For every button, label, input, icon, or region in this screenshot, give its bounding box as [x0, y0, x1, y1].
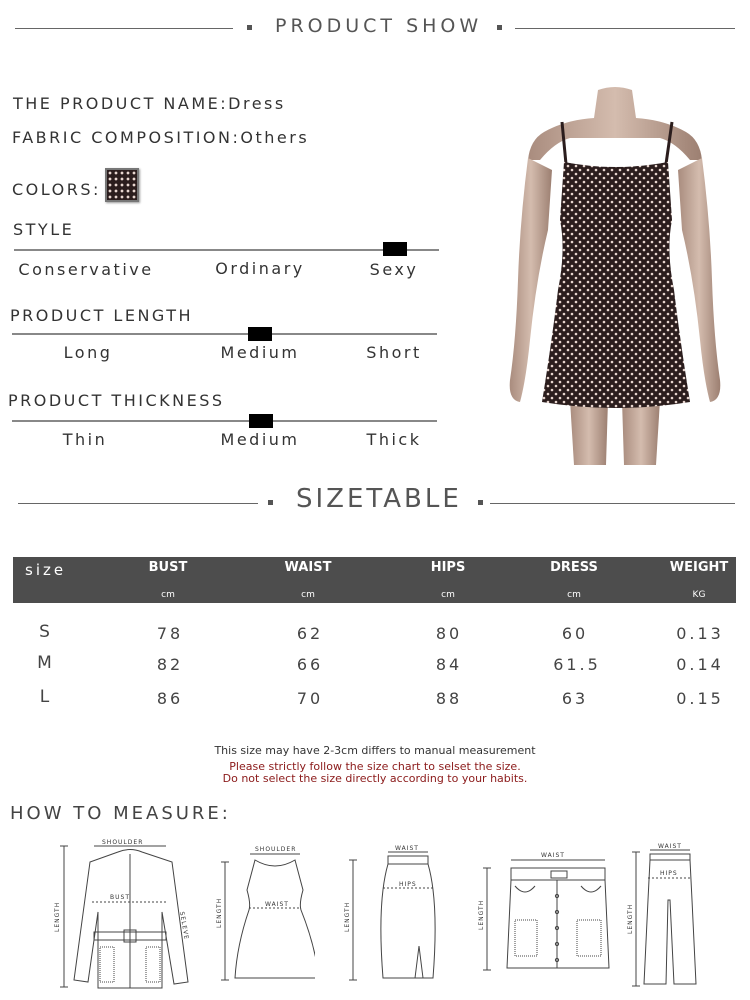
size-table-header [13, 557, 736, 603]
color-swatch-polka-dot[interactable] [105, 168, 139, 202]
length-scale-line [12, 333, 437, 335]
style-marker [383, 242, 407, 256]
row-size: S [39, 622, 53, 642]
divider-left [18, 503, 258, 504]
bust-label: BUST [110, 894, 130, 901]
waist-label: WAIST [541, 852, 565, 859]
thickness-title: PRODUCT THICKNESS [8, 391, 225, 410]
size-header: size [25, 561, 67, 579]
column-header-bust: BUST [148, 560, 188, 575]
divider-left [15, 28, 233, 29]
cell-weight: 0.15 [676, 689, 724, 708]
shoulder-label: SHOULDER [255, 846, 297, 853]
cell-bust: 86 [156, 689, 184, 708]
row-size: M [37, 653, 55, 673]
row-size: L [39, 687, 53, 707]
cell-dress: 61.5 [553, 655, 601, 674]
thickness-option-thick: Thick [366, 430, 422, 449]
cell-hips: 88 [435, 689, 463, 708]
waist-label: WAIST [395, 845, 419, 852]
thickness-scale-line [12, 420, 437, 422]
unit-bust: cm [161, 590, 175, 600]
size-warning-line1: Please strictly follow the size chart to selset the size. [229, 760, 521, 773]
cell-waist: 70 [296, 689, 324, 708]
unit-dress: cm [567, 590, 581, 600]
divider-right [490, 503, 735, 504]
column-header-waist: WAIST [284, 560, 332, 575]
sleeve-label: SELEVE [178, 911, 190, 941]
divider-dot [247, 25, 252, 30]
cell-bust: 78 [156, 624, 184, 643]
divider-dot [268, 500, 273, 505]
column-header-hips: HIPS [430, 560, 466, 575]
length-option-medium: Medium [220, 343, 300, 362]
style-title: STYLE [13, 220, 75, 239]
pants-measure-diagram [622, 840, 712, 990]
hips-label: HIPS [660, 870, 678, 877]
cell-waist: 66 [296, 655, 324, 674]
thickness-marker [249, 414, 273, 428]
dress-measure-diagram [215, 840, 315, 985]
waist-label: WAIST [658, 843, 682, 850]
colors-label: COLORS: [12, 180, 101, 199]
cell-weight: 0.14 [676, 655, 724, 674]
fabric-composition [12, 128, 309, 147]
jacket-measure-diagram [48, 832, 198, 992]
length-label: LENGTH [54, 901, 61, 932]
length-label: LENGTH [627, 903, 634, 934]
thickness-option-medium: Medium [220, 430, 300, 449]
sizetable-title: SIZETABLE [296, 484, 462, 514]
column-header-dress: DRESS [550, 560, 598, 575]
fabric-value: Others [240, 128, 310, 147]
thickness-option-thin: Thin [62, 430, 108, 449]
hips-label: HIPS [399, 881, 417, 888]
waist-label: WAIST [265, 901, 289, 908]
cell-dress: 63 [561, 689, 589, 708]
length-label: LENGTH [478, 899, 485, 930]
fabric-label: FABRIC COMPOSITION: [12, 128, 241, 147]
length-option-long: Long [63, 343, 113, 362]
cell-dress: 60 [561, 624, 589, 643]
column-header-weight: WEIGHT [669, 560, 729, 575]
product-show-title: PRODUCT SHOW [275, 15, 483, 37]
product-name-label: THE PRODUCT NAME: [13, 94, 229, 113]
unit-hips: cm [441, 590, 455, 600]
size-warning-line2: Do not select the size directly according to your habits. [222, 772, 528, 785]
cell-hips: 84 [435, 655, 463, 674]
measurement-note: This size may have 2-3cm differs to manual measurement [214, 744, 536, 757]
shoulder-label: SHOULDER [102, 839, 144, 846]
cell-bust: 82 [156, 655, 184, 674]
length-title: PRODUCT LENGTH [10, 306, 194, 325]
how-to-measure-title: HOW TO MEASURE: [10, 803, 231, 824]
length-label: LENGTH [344, 901, 351, 932]
product-name [13, 94, 286, 113]
product-image [490, 80, 740, 465]
divider-right [515, 28, 735, 29]
mini-skirt-measure-diagram [475, 846, 615, 976]
product-name-value: Dress [228, 94, 286, 113]
style-option-ordinary: Ordinary [215, 259, 305, 278]
style-option-sexy: Sexy [369, 260, 419, 279]
unit-weight: KG [692, 590, 706, 600]
unit-waist: cm [301, 590, 315, 600]
style-scale-line [14, 249, 439, 251]
length-label: LENGTH [216, 897, 223, 928]
cell-weight: 0.13 [676, 624, 724, 643]
divider-dot [497, 25, 502, 30]
length-option-short: Short [366, 343, 422, 362]
length-marker [248, 327, 272, 341]
divider-dot [478, 500, 483, 505]
skirt-measure-diagram [343, 842, 443, 987]
style-option-conservative: Conservative [18, 260, 154, 279]
cell-waist: 62 [296, 624, 324, 643]
cell-hips: 80 [435, 624, 463, 643]
